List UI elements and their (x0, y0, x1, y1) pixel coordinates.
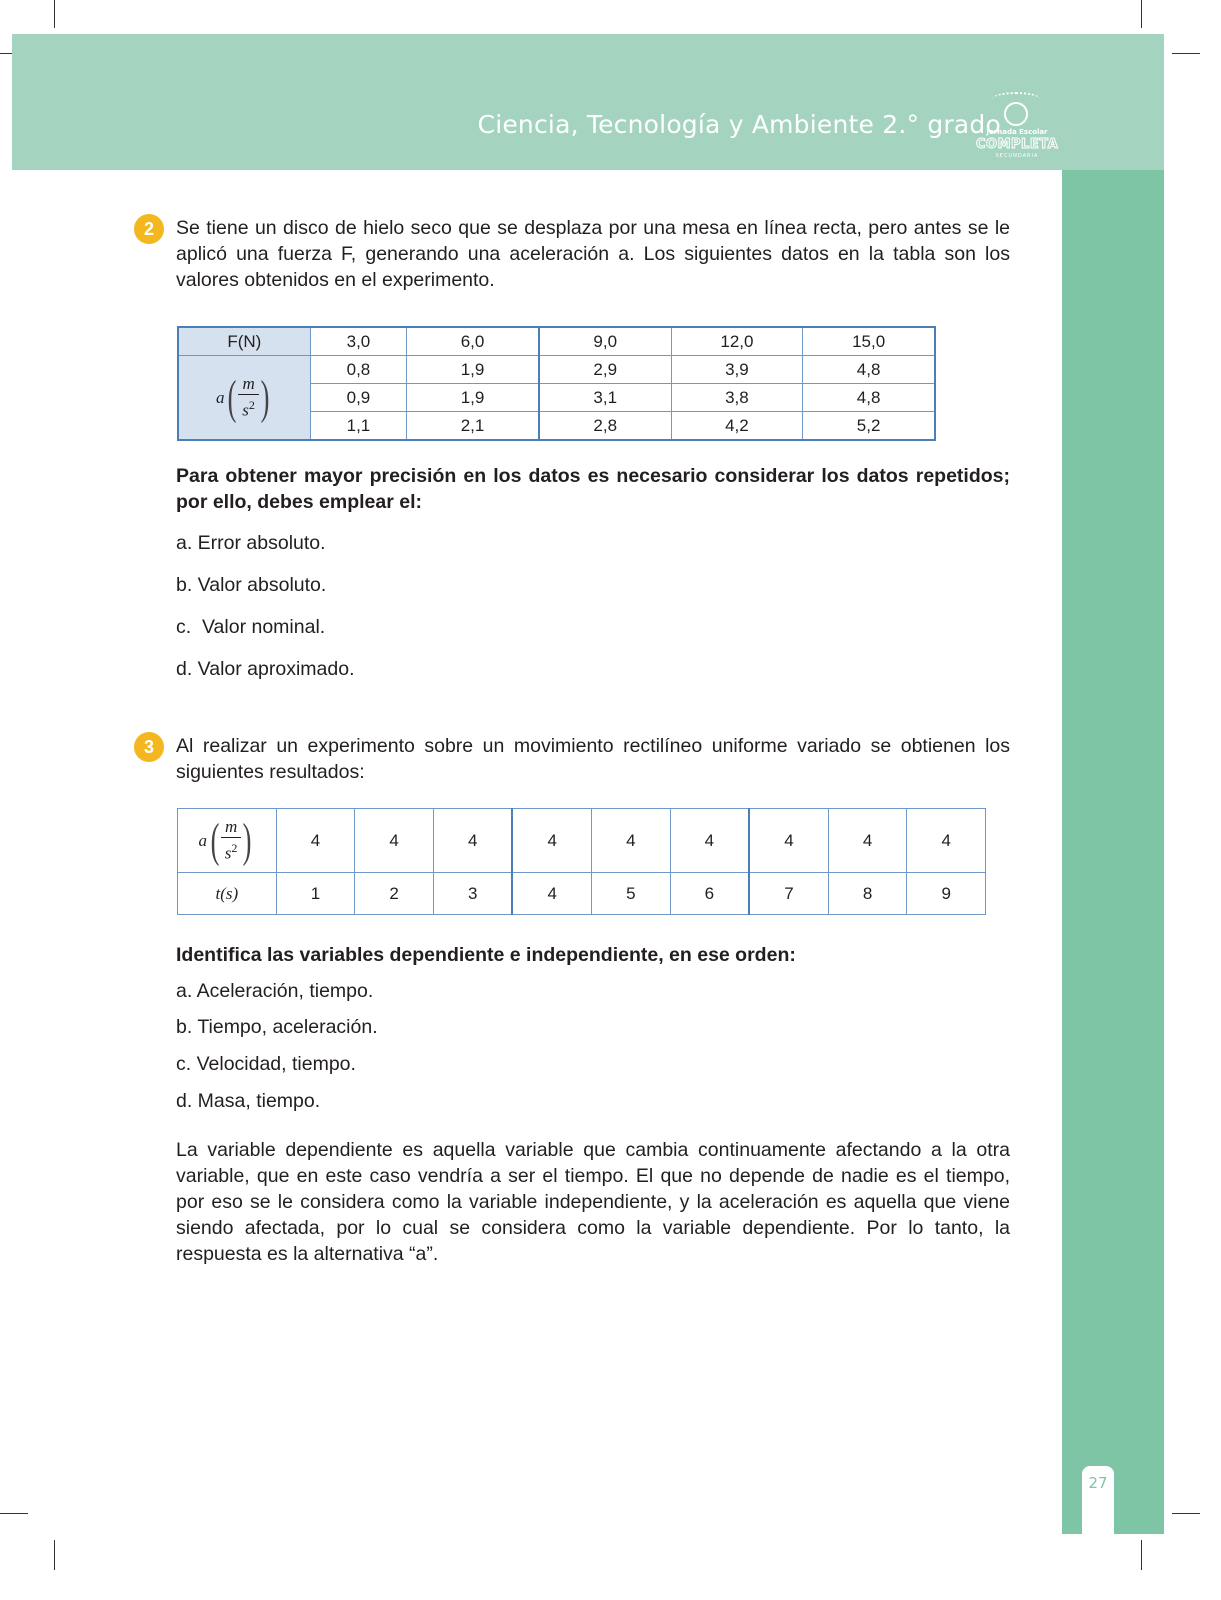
force-label: F(N) (178, 327, 310, 356)
logo-small-text: Jornada Escolar (986, 128, 1048, 136)
force-value: 6,0 (407, 327, 539, 356)
time-value: 8 (828, 873, 907, 915)
acceleration-value: 4 (907, 809, 986, 873)
unit-numerator: m (238, 374, 258, 395)
side-band (1062, 170, 1164, 1534)
table-cell: 3,8 (671, 384, 803, 412)
acceleration-value: 4 (512, 809, 591, 873)
crop-mark (54, 0, 55, 28)
acceleration-value: 4 (749, 809, 828, 873)
crop-mark (54, 1540, 55, 1570)
crop-mark (0, 1513, 28, 1514)
question-2-badge: 2 (134, 214, 164, 244)
time-value: 1 (276, 873, 355, 915)
force-acceleration-table (177, 326, 936, 441)
question-2-option-a: a. Error absoluto. (176, 532, 326, 554)
crop-mark (1172, 1513, 1200, 1514)
acceleration-value: 4 (433, 809, 512, 873)
unit-denominator: s (242, 400, 249, 420)
force-value: 9,0 (539, 327, 671, 356)
question-2-option-d: d. Valor aproximado. (176, 658, 355, 680)
crop-mark (1141, 0, 1142, 28)
page-title: Ciencia, Tecnología y Ambiente 2.° grado (477, 110, 1001, 139)
table-cell: 5,2 (803, 412, 935, 441)
acceleration-label: a ( $\frac{m}{s^2}$ ) (178, 356, 310, 441)
table-cell: 2,9 (539, 356, 671, 384)
crop-mark (1172, 53, 1200, 54)
table-cell: 2,8 (539, 412, 671, 441)
acceleration-value: 4 (828, 809, 907, 873)
table-cell: 1,9 (407, 356, 539, 384)
time-value: 7 (749, 873, 828, 915)
time-value: 4 (512, 873, 591, 915)
logo-sub-text: SECUNDARIA (995, 153, 1039, 159)
time-value: 2 (355, 873, 434, 915)
question-3-explanation: La variable dependiente es aquella variable que cambia continuamente afectando a la otra variable, que en este caso vendría a ser el tiempo. El que no depende de nadie es el tiempo, por eso se le considera como la variable independiente, y la aceleración es aquella que viene siendo afectada, por lo cual se considera como la variable dependiente. Por lo tanto, la respuesta es la alternativa “a”. (176, 1139, 1010, 1265)
unit-numerator: m (221, 817, 241, 838)
acceleration-value: 4 (670, 809, 749, 873)
question-3-option-d: d. Masa, tiempo. (176, 1090, 321, 1112)
time-value: 9 (907, 873, 986, 915)
table-cell: 0,8 (310, 356, 407, 384)
time-value: 5 (592, 873, 671, 915)
unit-exponent: 2 (248, 398, 255, 413)
crop-mark (1141, 1540, 1142, 1570)
table-cell: 3,9 (671, 356, 803, 384)
table-cell: 0,9 (310, 384, 407, 412)
sun-icon (1004, 102, 1028, 126)
table-cell: 4,8 (803, 356, 935, 384)
table-cell: 2,1 (407, 412, 539, 441)
question-3-badge: 3 (134, 732, 164, 762)
logo (976, 100, 1059, 160)
accel-var: a (198, 830, 207, 850)
unit-denominator: s (224, 843, 232, 863)
question-2-text: Se tiene un disco de hielo seco que se desplaza por una mesa en línea recta, pero antes se le aplicó una fuerza F, generando una aceleración a. Los siguientes datos en la tabla son los valores obtenidos en el experimento. (176, 217, 1010, 291)
question-2-option-b: b. Valor absoluto. (176, 574, 327, 596)
question-3-option-a: a. Aceleración, tiempo. (176, 980, 374, 1002)
acceleration-label: a ( $\frac{m}{s^2}$ ) (178, 809, 277, 873)
table-cell: 4,8 (803, 384, 935, 412)
accel-var: a (215, 387, 225, 407)
question-3-option-b: b. Tiempo, aceleración. (176, 1016, 378, 1038)
time-value: 3 (433, 873, 512, 915)
force-value: 15,0 (803, 327, 935, 356)
acceleration-time-table (177, 808, 986, 915)
acceleration-value: 4 (592, 809, 671, 873)
page-number: 27 (1088, 1474, 1108, 1492)
question-3-text: Al realizar un experimento sobre un movimiento rectilíneo uniforme variado se obtienen los siguientes resultados: (176, 735, 1010, 783)
acceleration-value: 4 (276, 809, 355, 873)
table-cell: 1,1 (310, 412, 407, 441)
question-2-prompt: Para obtener mayor precisión en los datos es necesario considerar los datos repetidos; por ello, debes emplear el: (176, 465, 1010, 513)
question-3-option-c: c. Velocidad, tiempo. (176, 1053, 356, 1075)
force-value: 12,0 (671, 327, 803, 356)
table-cell: 1,9 (407, 384, 539, 412)
force-value: 3,0 (310, 327, 407, 356)
acceleration-value: 4 (355, 809, 434, 873)
question-3-prompt: Identifica las variables dependiente e independiente, en ese orden: (176, 944, 796, 966)
time-label: t(s) (178, 873, 277, 915)
time-value: 6 (670, 873, 749, 915)
question-2-option-c: c. Valor nominal. (176, 616, 326, 638)
unit-exponent: 2 (231, 841, 238, 856)
table-cell: 3,1 (539, 384, 671, 412)
table-cell: 4,2 (671, 412, 803, 441)
logo-main-text: COMPLETA (976, 137, 1059, 152)
